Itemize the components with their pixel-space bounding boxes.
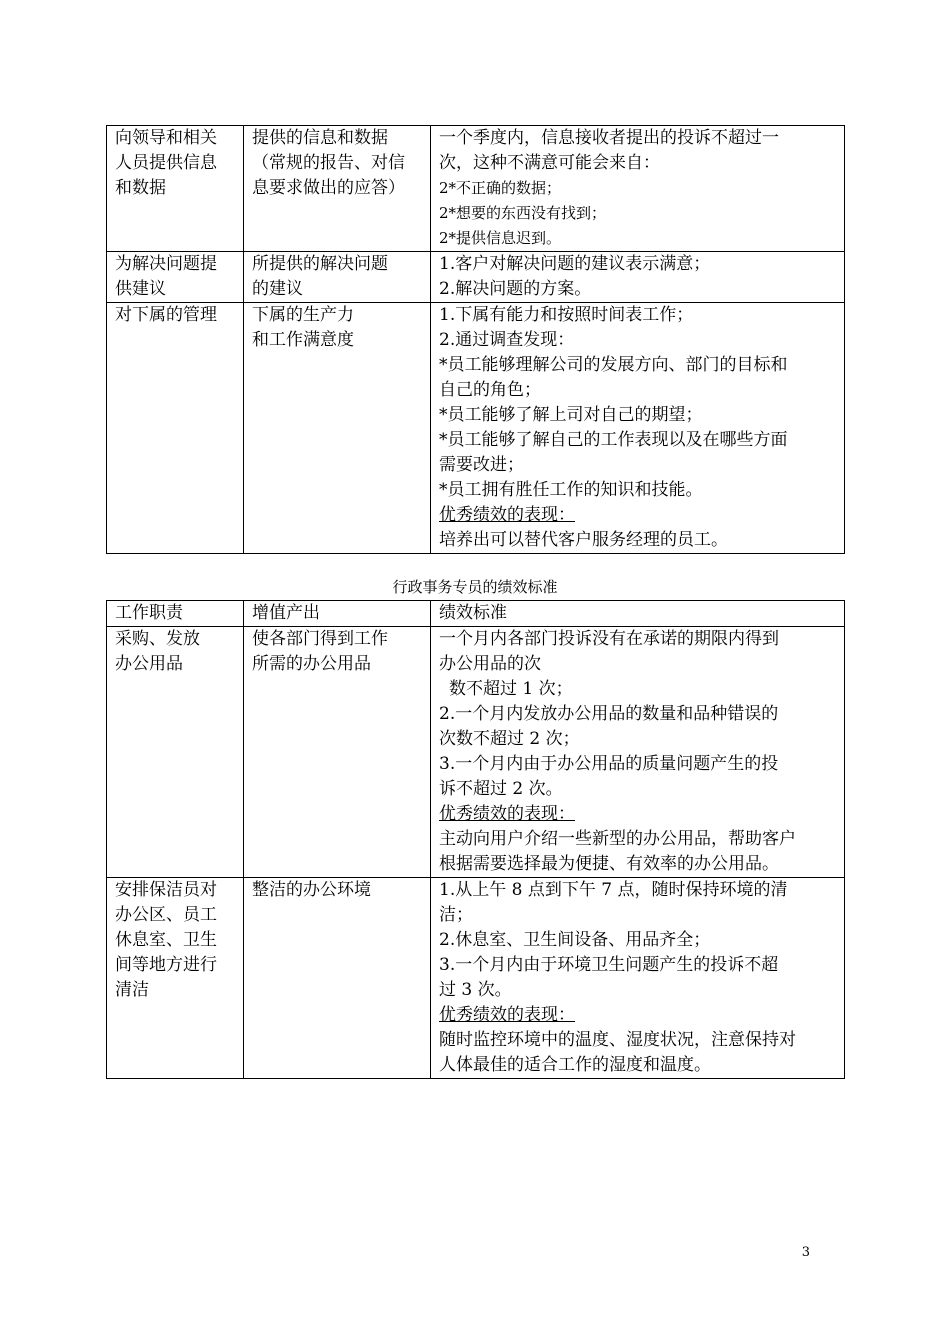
standard-cell (431, 303, 845, 554)
cell-line: 1.从上午 8 点到下午 7 点，随时保持环境的清 (439, 880, 788, 900)
cell-line: 2.一个月内发放办公用品的数量和品种错误的 (439, 704, 779, 724)
cell-line: 次数不超过 2 次； (439, 729, 580, 749)
cell-line: 使各部门得到工作 (252, 629, 388, 649)
cell-line: 2*想要的东西没有找到； (439, 204, 607, 222)
cell-line: 间等地方进行 (115, 955, 217, 975)
cell-line: 次，这种不满意可能会来自： (439, 153, 660, 173)
cell-line: 下属的生产力 (252, 305, 354, 325)
standard-cell (431, 252, 845, 303)
output-cell (244, 126, 431, 252)
cell-line: 整洁的办公环境 (252, 880, 371, 900)
cell-line: 一个季度内，信息接收者提出的投诉不超过一 (439, 128, 779, 148)
cell-line: 清洁 (115, 980, 149, 1000)
excellence-heading: 优秀绩效的表现： (439, 1005, 575, 1025)
cell-line: 休息室、卫生 (115, 930, 217, 950)
cell-line: *员工能够了解自己的工作表现以及在哪些方面 (439, 430, 788, 450)
cell-line: 人体最佳的适合工作的湿度和温度。 (439, 1055, 711, 1075)
cell-line: *员工能够理解公司的发展方向、部门的目标和 (439, 355, 788, 375)
page-number: 3 (801, 1245, 810, 1260)
table-row (107, 878, 845, 1079)
cell-line: 随时监控环境中的温度、湿度状况，注意保持对 (439, 1030, 796, 1050)
cell-line: *员工拥有胜任工作的知识和技能。 (439, 480, 703, 500)
cell-line: 办公用品的次 (439, 654, 541, 674)
duty-cell (107, 303, 244, 554)
duty-cell (107, 252, 244, 303)
standard-cell (431, 126, 845, 252)
duty-cell (107, 627, 244, 878)
output-cell (244, 627, 431, 878)
cell-line: 诉不超过 2 次。 (439, 779, 563, 799)
cell-line: 息要求做出的应答） (252, 178, 405, 198)
cell-line: 安排保洁员对 (115, 880, 217, 900)
cell-line: 提供的信息和数据 (252, 128, 388, 148)
table-caption: 行政事务专员的绩效标准 (392, 578, 558, 596)
cell-line: 根据需要选择最为便捷、有效率的办公用品。 (439, 854, 779, 874)
cell-line: 办公区、员工 (115, 905, 217, 925)
cell-line: 1.下属有能力和按照时间表工作； (439, 305, 694, 325)
header-standard (431, 601, 845, 627)
table-row (107, 126, 845, 252)
excellence-heading: 优秀绩效的表现： (439, 804, 575, 824)
cell-line: 供建议 (115, 279, 166, 299)
cell-line: 的建议 (252, 279, 303, 299)
cell-line: 向领导和相关 (115, 128, 217, 148)
header-duty (107, 601, 244, 627)
output-cell (244, 878, 431, 1079)
cell-line: 采购、发放 (115, 629, 200, 649)
cell-line: 2.解决问题的方案。 (439, 279, 592, 299)
cell-line: 和工作满意度 (252, 330, 354, 350)
cell-line: 2.通过调查发现： (439, 330, 575, 350)
header-output (244, 601, 431, 627)
cell-line: 对下属的管理 (115, 305, 217, 325)
performance-table-1 (106, 125, 845, 554)
output-cell (244, 303, 431, 554)
cell-line: 2*提供信息迟到。 (439, 229, 562, 247)
standard-cell (431, 627, 845, 878)
cell-line: 1.客户对解决问题的建议表示满意； (439, 254, 711, 274)
cell-line: 2.休息室、卫生间设备、用品齐全； (439, 930, 711, 950)
header-label: 增值产出 (252, 603, 320, 623)
cell-line: 办公用品 (115, 654, 183, 674)
cell-line: 2*不正确的数据； (439, 179, 562, 197)
table-row (107, 303, 845, 554)
cell-line: （常规的报告、对信 (252, 153, 405, 173)
cell-line: 培养出可以替代客户服务经理的员工。 (439, 530, 728, 550)
header-label: 绩效标准 (439, 603, 507, 623)
duty-cell (107, 126, 244, 252)
cell-line: 主动向用户介绍一些新型的办公用品，帮助客户 (439, 829, 796, 849)
output-cell (244, 252, 431, 303)
table-row (107, 627, 845, 878)
header-row (107, 601, 845, 627)
cell-line: 需要改进； (439, 455, 524, 475)
cell-line: 一个月内各部门投诉没有在承诺的期限内得到 (439, 629, 779, 649)
cell-line: 3.一个月内由于环境卫生问题产生的投诉不超 (439, 955, 779, 975)
duty-cell (107, 878, 244, 1079)
cell-line: 过 3 次。 (439, 980, 512, 1000)
excellence-heading: 优秀绩效的表现： (439, 505, 575, 525)
cell-line: 和数据 (115, 178, 166, 198)
cell-line: 人员提供信息 (115, 153, 217, 173)
cell-line: 所提供的解决问题 (252, 254, 388, 274)
cell-line: 数不超过 1 次； (449, 679, 573, 699)
cell-line: 自己的角色； (439, 380, 541, 400)
cell-line: *员工能够了解上司对自己的期望； (439, 405, 703, 425)
cell-line: 为解决问题提 (115, 254, 217, 274)
cell-line: 所需的办公用品 (252, 654, 371, 674)
header-label: 工作职责 (115, 603, 183, 623)
table-row (107, 252, 845, 303)
cell-line: 洁； (439, 905, 473, 925)
standard-cell (431, 878, 845, 1079)
cell-line: 3.一个月内由于办公用品的质量问题产生的投 (439, 754, 779, 774)
performance-table-2 (106, 600, 845, 1079)
